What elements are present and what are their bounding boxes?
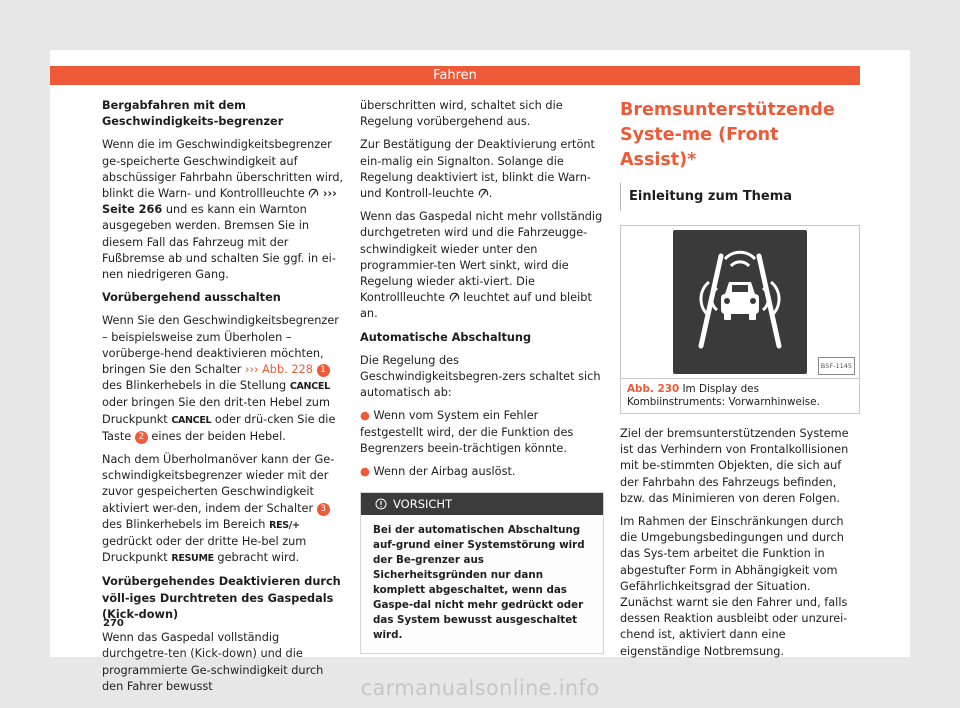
link-seite-266[interactable]: ››› Seite 266 [102, 187, 337, 217]
paragraph-confirmation: Zur Bestätigung der Deaktivierung ertönt ein-malig ein Signalton. Solange die Regelung deaktiviert ist, blinkt die Warn- und Kontroll-leuchte . [360, 138, 595, 201]
paragraph-downhill: Wenn die im Geschwindigkeitsbegrenzer ge-speicherte Geschwindigkeit auf abschüssiger Fahrbahn überschritten wird, blinkt die Warn- und Kontrollleuchte ››› Seite 266 und es kann ein Warnton ausgegeben werden. Bremsen Sie in diesem Fall das Fahrzeug mit der Fußbremse ab und schalten Sie ggf. in ei-nen niedrigeren Gang. [102, 138, 344, 282]
paragraph-auto-shutoff: Die Regelung des Geschwindigkeitsbegren-zers schaltet sich automatisch ab: [360, 353, 601, 400]
res-plus-label: RES/+ [269, 519, 300, 531]
figure-code: B5F-1145 [818, 357, 855, 375]
resume-label: RESUME [171, 553, 214, 565]
watermark: carmanualsonline.info [360, 676, 600, 700]
callout-3-badge: 3 [317, 503, 330, 516]
bullet-icon: ● [360, 409, 370, 423]
heading-kickdown: Vorübergehendes Deaktivieren durch völl-iges Durchtreten des Gaspedals (Kick-down) [102, 575, 341, 621]
heading-auto-shutoff: Automatische Abschaltung [360, 330, 532, 344]
paragraph-function: Im Rahmen der Einschränkungen durch die Umgebungsbedingungen und durch das Sys-tem arbeitet die Funktion in abgestufter Form in Abhängigkeit vom Gefährlichkeitsgrad der Situation. Zunächst warnt sie den Fahrer und, falls dessen Reaktion ausbleibt oder unzurei-chend ist, aktiviert dann eine eigenständige Notbremsung. [620, 515, 848, 658]
section-subtitle: Einleitung zum Thema [620, 183, 860, 211]
link-abb-228[interactable]: ››› Abb. 228 [244, 363, 313, 377]
figure-label: Abb. 230 [627, 383, 680, 395]
heading-temporary-off: Vorübergehend ausschalten [102, 291, 281, 305]
front-assist-display-icon [621, 226, 859, 378]
caution-title: VORSICHT [393, 497, 453, 512]
bullet-icon: ● [360, 465, 370, 479]
speed-limiter-warning-icon [449, 292, 460, 303]
speed-limiter-warning-icon [308, 188, 319, 199]
callout-1-badge: 1 [317, 364, 330, 377]
heading-downhill: Bergabfahren mit dem Geschwindigkeits-begrenzer [102, 99, 284, 129]
caution-text: Bei der automatischen Abschaltung auf-grund einer Systemstörung wird der Be-grenzer aus Sicherheitsgründen nur dann komplett abgeschaltet, wenn das Gaspe-dal nicht mehr gedrückt oder das System bewusst ausgeschaltet wird. [373, 524, 585, 642]
caution-box [360, 492, 604, 654]
column-left [102, 98, 346, 702]
list-item: ● Wenn vom System ein Fehler festgestellt wird, der die Funktion des Begrenzers beein-trächtigen könnte. [360, 409, 574, 455]
speed-limiter-warning-icon [478, 188, 489, 199]
section-title: Bremsunterstützende Syste-me (Front Assist)* [620, 100, 835, 170]
page-number: 270 [103, 618, 124, 629]
figure-caption: Abb. 230 Im Display des Kombiinstruments: Vorwarnhinweise. [621, 378, 859, 413]
paragraph-kickdown-cont: überschritten wird, schaltet sich die Regelung vorübergehend aus. [360, 99, 563, 129]
column-right [620, 98, 860, 667]
callout-2-badge: 2 [135, 431, 148, 444]
paragraph-reactivation: Wenn das Gaspedal nicht mehr vollständig durchgetreten wird und die Fahrzeugge-schwindigkeit wieder unter den programmier-ten Wert sinkt, wird die Regelung wieder akti-viert. Die Kontrollleuchte leuchtet auf und bleibt an. [360, 210, 603, 321]
caution-header [361, 493, 603, 515]
paragraph-reactivate: Nach dem Überholmanöver kann der Ge-schwindigkeitsbegrenzer wieder mit der zuvor gespeicherten Geschwindigkeit aktiviert wer-den, indem der Schalter 3 des Blinkerhebels im Bereich RES/+ gedrückt oder der dritte He-bel zum Druckpunkt RESUME gebracht wird. [102, 453, 335, 565]
cancel-label: CANCEL [171, 414, 212, 426]
list-item: ● Wenn der Airbag auslöst. [360, 465, 516, 479]
figure-230 [620, 225, 860, 414]
warning-circle-icon [375, 498, 387, 510]
paragraph-temporary-off: Wenn Sie den Geschwindigkeitsbegrenzer – beispielsweise zum Überholen – vorüberge-hend deaktivieren möchten, bringen Sie den Schalter ››› Abb. 228 1 des Blinkerhebels in die Stellung CANCEL oder bringen Sie den drit-ten Hebel zum Druckpunkt CANCEL oder drü-cken Sie die Taste 2 eines der beiden Hebel. [102, 314, 339, 443]
cancel-label: CANCEL [289, 381, 330, 393]
column-middle [360, 98, 604, 654]
paragraph-goal: Ziel der bremsunterstützenden Systeme ist das Verhindern von Frontalkollisionen mit be-stimmten Objekten, die sich auf der Fahrbahn des Fahrzeugs befinden, bzw. das Minimieren von deren Folgen. [620, 427, 849, 505]
section-header: Fahren [50, 66, 860, 85]
figure-image [621, 226, 859, 378]
paragraph-kickdown: Wenn das Gaspedal vollständig durchgetre-ten (Kick-down) und die programmierte Ge-schwindigkeit durch den Fahrer bewusst [102, 631, 324, 693]
